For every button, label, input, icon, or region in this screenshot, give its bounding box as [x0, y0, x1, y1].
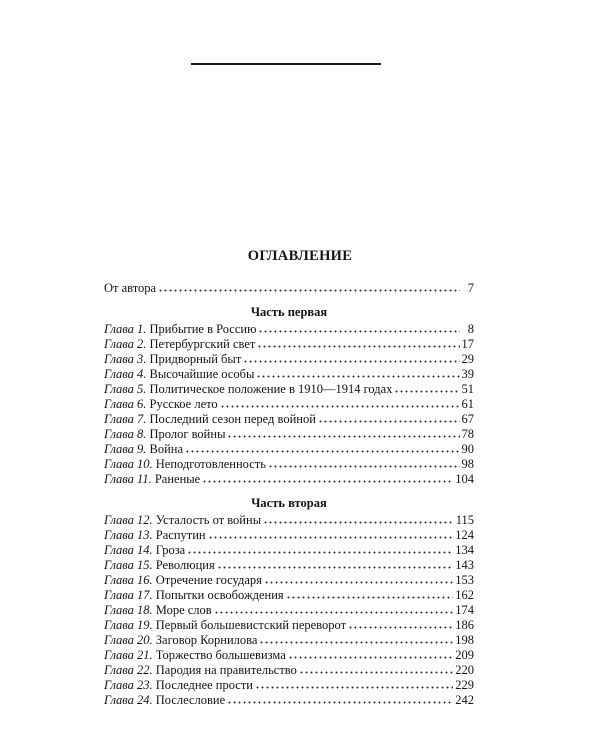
chapter-title: Заговор Корнилова — [155, 633, 258, 647]
toc-entry-chapter[interactable] — [104, 648, 474, 663]
dot-leader — [263, 513, 454, 524]
chapter-title: Петербургский свет — [149, 337, 256, 351]
chapter-title: Первый большевистский переворот — [155, 618, 347, 632]
toc-entry-chapter[interactable] — [104, 457, 474, 472]
entry-title: От автора — [104, 281, 157, 295]
part-heading: Часть вторая — [251, 496, 327, 510]
dot-leader — [394, 382, 459, 393]
chapter-label: Глава 17. — [104, 588, 153, 602]
dot-leader — [243, 352, 459, 363]
chapter-label: Глава 16. — [104, 573, 153, 587]
dot-leader — [258, 322, 460, 333]
chapter-title: Последний сезон перед войной — [149, 412, 316, 426]
toc-entry-chapter[interactable] — [104, 472, 474, 487]
chapter-label: Глава 5. — [104, 382, 147, 396]
toc-entry-chapter[interactable] — [104, 513, 474, 528]
toc-entry-chapter[interactable] — [104, 382, 474, 397]
chapter-label: Глава 20. — [104, 633, 153, 647]
part-heading: Часть первая — [250, 305, 328, 319]
dot-leader — [259, 633, 453, 644]
dot-leader — [214, 603, 454, 614]
toc-entry-chapter[interactable] — [104, 633, 474, 648]
chapter-label: Глава 24. — [104, 693, 153, 707]
chapter-page-number: 124 — [455, 528, 474, 542]
table-of-contents — [104, 281, 474, 708]
chapter-page-number: 153 — [455, 573, 474, 587]
toc-entry-chapter[interactable] — [104, 367, 474, 382]
dot-leader — [187, 543, 453, 554]
chapter-label: Глава 14. — [104, 543, 153, 557]
toc-entry-preface[interactable] — [104, 281, 474, 296]
toc-entry-chapter[interactable] — [104, 352, 474, 367]
toc-entry-chapter[interactable] — [104, 543, 474, 558]
dot-leader — [255, 678, 453, 689]
chapter-page-number: 143 — [455, 558, 474, 572]
chapter-title: Пародия на правительство — [155, 663, 297, 677]
chapter-title: Прибытие в Россию — [149, 322, 257, 336]
chapter-label: Глава 18. — [104, 603, 153, 617]
chapter-page-number: 61 — [461, 397, 474, 411]
chapter-title: Торжество большевизма — [155, 648, 286, 662]
chapter-title: Последнее прости — [155, 678, 253, 692]
dot-leader — [185, 442, 459, 453]
dot-leader — [257, 337, 459, 348]
toc-entry-chapter[interactable] — [104, 678, 474, 693]
toc-entry-chapter[interactable] — [104, 618, 474, 633]
chapter-title: Придворный быт — [149, 352, 242, 366]
dot-leader — [227, 427, 459, 438]
toc-entry-chapter[interactable] — [104, 397, 474, 412]
chapter-label: Глава 9. — [104, 442, 147, 456]
entry-page-number: 7 — [467, 281, 474, 295]
chapter-title: Революция — [155, 558, 215, 572]
toc-entry-chapter[interactable] — [104, 558, 474, 573]
chapter-label: Глава 2. — [104, 337, 147, 351]
chapter-title: Неподготовленность — [155, 457, 266, 471]
toc-entry-chapter[interactable] — [104, 693, 474, 708]
chapter-page-number: 78 — [461, 427, 474, 441]
toc-part-section — [104, 495, 474, 708]
chapter-label: Глава 1. — [104, 322, 147, 336]
dot-leader — [264, 573, 453, 584]
dot-leader — [220, 397, 460, 408]
chapter-page-number: 90 — [461, 442, 474, 456]
dot-leader — [318, 412, 460, 423]
chapter-page-number: 104 — [455, 472, 474, 486]
chapter-page-number: 17 — [461, 337, 474, 351]
chapter-title: Усталость от войны — [155, 513, 262, 527]
toc-entry-chapter[interactable] — [104, 412, 474, 427]
dot-leader — [208, 528, 454, 539]
chapter-label: Глава 12. — [104, 513, 153, 527]
chapter-label: Глава 7. — [104, 412, 147, 426]
dot-leader — [202, 472, 453, 483]
chapter-label: Глава 3. — [104, 352, 147, 366]
dot-leader — [299, 663, 453, 674]
chapter-label: Глава 19. — [104, 618, 153, 632]
chapter-label: Глава 22. — [104, 663, 153, 677]
chapter-page-number: 162 — [455, 588, 474, 602]
chapter-page-number: 8 — [467, 322, 474, 336]
chapter-title: Распутин — [155, 528, 206, 542]
chapter-title: Попытки освобождения — [155, 588, 284, 602]
dot-leader — [227, 693, 453, 704]
toc-entry-chapter[interactable] — [104, 528, 474, 543]
chapter-page-number: 229 — [455, 678, 474, 692]
chapter-label: Глава 8. — [104, 427, 147, 441]
toc-entry-chapter[interactable] — [104, 588, 474, 603]
chapter-page-number: 51 — [461, 382, 474, 396]
chapter-page-number: 242 — [455, 693, 474, 707]
dot-leader — [158, 281, 460, 292]
chapter-title: Послесловие — [155, 693, 226, 707]
chapter-page-number: 39 — [461, 367, 474, 381]
toc-entry-chapter[interactable] — [104, 322, 474, 337]
chapter-title: Море слов — [155, 603, 212, 617]
toc-entry-chapter[interactable] — [104, 573, 474, 588]
chapter-title: Отречение государя — [155, 573, 262, 587]
chapter-title: Гроза — [155, 543, 186, 557]
toc-entry-chapter[interactable] — [104, 603, 474, 618]
toc-entry-chapter[interactable] — [104, 442, 474, 457]
chapter-page-number: 134 — [455, 543, 474, 557]
chapter-page-number: 98 — [461, 457, 474, 471]
toc-entry-chapter[interactable] — [104, 337, 474, 352]
chapter-page-number: 198 — [455, 633, 474, 647]
dot-leader — [348, 618, 453, 629]
chapter-title: Раненые — [154, 472, 201, 486]
chapter-page-number: 174 — [455, 603, 474, 617]
chapter-label: Глава 13. — [104, 528, 153, 542]
chapter-title: Война — [149, 442, 184, 456]
dot-leader — [217, 558, 454, 569]
chapter-label: Глава 4. — [104, 367, 147, 381]
chapter-title: Пролог войны — [149, 427, 226, 441]
toc-heading: ОГЛАВЛЕНИЕ — [247, 248, 353, 264]
chapter-title: Политическое положение в 1910—1914 годах — [149, 382, 393, 396]
dot-leader — [288, 648, 453, 659]
chapter-page-number: 209 — [455, 648, 474, 662]
chapter-page-number: 115 — [455, 513, 474, 527]
chapter-page-number: 220 — [455, 663, 474, 677]
toc-parts — [104, 304, 474, 708]
chapter-label: Глава 23. — [104, 678, 153, 692]
chapter-label: Глава 11. — [104, 472, 152, 486]
toc-entry-chapter[interactable] — [104, 427, 474, 442]
dot-leader — [256, 367, 459, 378]
toc-entry-chapter[interactable] — [104, 663, 474, 678]
chapter-label: Глава 6. — [104, 397, 147, 411]
chapter-page-number: 29 — [461, 352, 474, 366]
chapter-label: Глава 10. — [104, 457, 153, 471]
chapter-title: Русское лето — [149, 397, 218, 411]
chapter-page-number: 186 — [455, 618, 474, 632]
dot-leader — [286, 588, 454, 599]
chapter-page-number: 67 — [461, 412, 474, 426]
top-divider-rule — [191, 63, 381, 65]
chapter-label: Глава 15. — [104, 558, 153, 572]
dot-leader — [268, 457, 460, 468]
chapter-label: Глава 21. — [104, 648, 153, 662]
toc-part-section — [104, 304, 474, 487]
chapter-title: Высочайшие особы — [149, 367, 255, 381]
